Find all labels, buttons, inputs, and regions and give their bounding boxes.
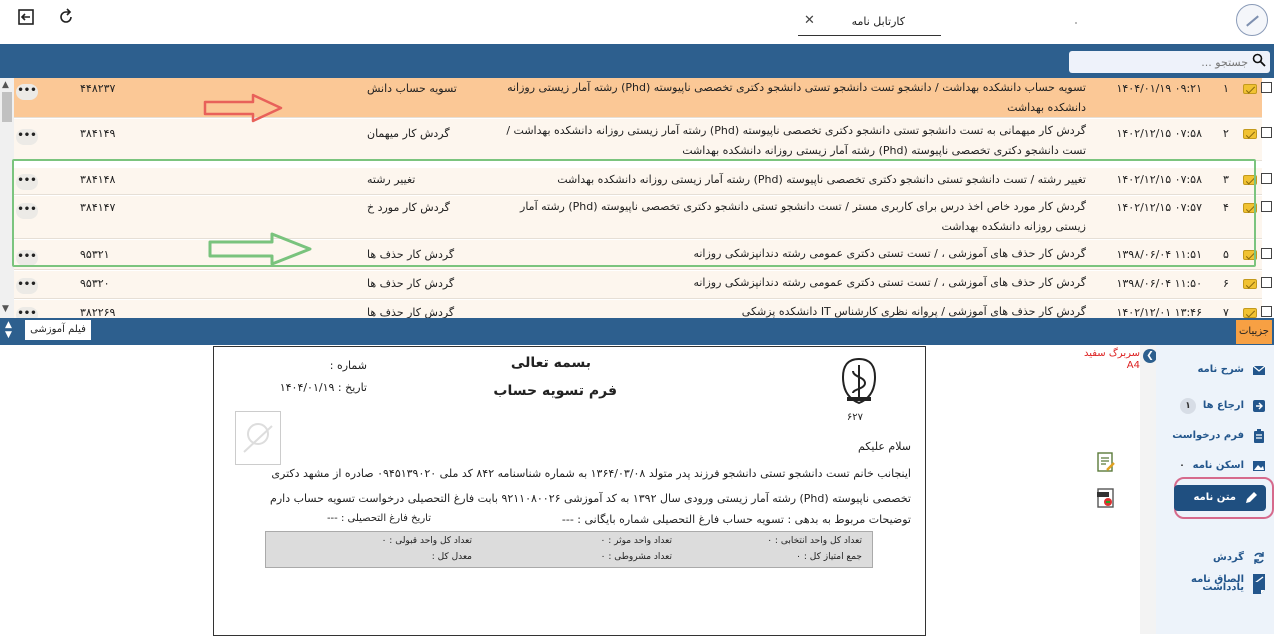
- tab-title: کارتابل نامه: [851, 15, 905, 28]
- row-more-button[interactable]: •••: [16, 84, 38, 100]
- row-subject: گردش کار حذف های آموزشی ، / تست تستی دکتری عمومی رشته دندانپزشکی روزانه: [693, 276, 1086, 289]
- row-type: گردش کار حذف ها: [367, 248, 455, 261]
- row-code: ۴۴۸۲۳۷: [80, 82, 116, 95]
- forward-icon: [1252, 399, 1266, 413]
- row-code: ۹۵۳۲۱: [80, 248, 110, 261]
- row-subject: تغییر رشته / تست دانشجو تستی دانشجو دکتری تخصصی ناپیوسته (Phd) رشته آمار زیستی روزانه دانشکده بهداشت: [557, 173, 1086, 186]
- row-type: گردش کار مورد خ: [367, 201, 450, 214]
- grade-summary-grid: [265, 531, 873, 568]
- paper-size-note: سربرگ سفید A4: [1083, 348, 1140, 371]
- greeting: سلام علیکم: [857, 440, 911, 453]
- row-more-button[interactable]: •••: [16, 129, 38, 145]
- row-number: ۷: [1223, 306, 1229, 318]
- row-number: ۱: [1223, 82, 1229, 95]
- sidebar-item-workflow[interactable]: گردش: [1156, 543, 1274, 573]
- referrals-count-badge: ۱: [1180, 398, 1196, 414]
- row-number: ۵: [1223, 248, 1229, 261]
- row-date: ۱۱:۵۰ ۱۳۹۸/۰۶/۰۴: [1116, 277, 1202, 290]
- tab-letter-cartable[interactable]: [798, 10, 941, 36]
- sidebar-item-request-form[interactable]: فرم درخواست: [1156, 421, 1274, 451]
- row-more-button[interactable]: •••: [16, 250, 38, 266]
- row-type: گردش کار میهمان: [367, 127, 450, 140]
- row-number: ۶: [1223, 277, 1229, 290]
- sidebar-item-letter-description[interactable]: شرح نامه: [1156, 355, 1274, 385]
- table-row[interactable]: [14, 119, 1262, 161]
- emblem-logo: [839, 357, 879, 410]
- sidebar-item-scan-letter[interactable]: اسکن نامه ۰: [1156, 451, 1274, 481]
- letter-document: [213, 346, 926, 636]
- row-type: تسویه حساب دانش: [367, 82, 457, 95]
- row-date: ۰۹:۲۱ ۱۴۰۴/۰۱/۱۹: [1116, 82, 1202, 95]
- envelope-icon: [1243, 129, 1257, 139]
- scroll-up-icon[interactable]: ▲: [2, 80, 9, 90]
- row-code: ۳۸۴۱۴۷: [80, 201, 116, 214]
- scroll-down-icon[interactable]: ▼: [2, 304, 9, 314]
- sidebar-item-letter-text[interactable]: [1174, 485, 1266, 511]
- sidebar-collapse-icon[interactable]: ❮: [1143, 349, 1157, 363]
- grid-effective-units: تعداد واحد موثر : ۰: [600, 536, 672, 546]
- row-checkbox[interactable]: [1261, 173, 1272, 184]
- row-type: گردش کار حذف ها: [367, 306, 455, 318]
- row-code: ۳۸۴۱۴۹: [80, 127, 116, 140]
- tab-close-icon[interactable]: ✕: [804, 13, 815, 28]
- row-date: ۰۷:۵۷ ۱۴۰۲/۱۲/۱۵: [1116, 201, 1202, 214]
- side-scrollbar[interactable]: [1140, 345, 1156, 634]
- sidebar-item-referrals[interactable]: ارجاع ها ۱: [1156, 391, 1274, 421]
- grid-gpa: معدل کل :: [431, 552, 472, 562]
- app-logo: [1236, 4, 1268, 36]
- letter-number-label: شماره :: [329, 359, 367, 372]
- row-more-button[interactable]: •••: [16, 307, 38, 318]
- red-arrow-annotation: [203, 93, 283, 123]
- table-row[interactable]: [14, 300, 1262, 318]
- refresh-icon[interactable]: [56, 8, 76, 28]
- row-subject: گردش کار حذف های آموزشی ، / تست تستی دکتری عمومی رشته دندانپزشکی روزانه: [693, 247, 1086, 260]
- row-more-button[interactable]: •••: [16, 203, 38, 219]
- pencil-icon: [1244, 491, 1258, 508]
- body-line-1: اینجانب خانم تست دانشجو تستی دانشجو فرزند پدر متولد ۱۳۶۴/۰۳/۰۸ به شماره شناسنامه ۸۴۲ کد ملی ۰۹۴۵۱۳۹۰۲۰ صادره از مشهد دکتری: [271, 467, 911, 480]
- body-line-2: تخصصی ناپیوسته (Phd) رشته آمار زیستی ورودی سال ۱۳۹۲ به کد آموزشی ۹۲۱۱۰۸۰۰۲۶ بابت فارغ التحصیلی درخواست تسویه حساب دارم: [270, 492, 911, 505]
- image-icon: [1252, 459, 1266, 473]
- details-button[interactable]: جزییات: [1236, 320, 1272, 344]
- envelope-icon: [1243, 84, 1257, 94]
- row-code: ۹۵۳۲۰: [80, 277, 110, 290]
- sync-icon: [1252, 551, 1266, 565]
- row-date: ۰۷:۵۸ ۱۴۰۲/۱۲/۱۵: [1116, 173, 1202, 186]
- envelope-icon: [1243, 279, 1257, 289]
- logo-number: ۶۲۷: [846, 412, 863, 423]
- row-code: ۳۸۴۱۴۸: [80, 173, 116, 186]
- edit-document-icon[interactable]: [1095, 451, 1117, 473]
- row-subject: گردش کار مورد خاص اخذ درس برای کاربری مستر / تست دانشجو تستی دانشجو دکتری تخصصی ناپیوسته (Phd) رشته آمار زیستی روزانه دانشکده بهداشت: [520, 200, 1086, 233]
- green-arrow-annotation: [208, 232, 312, 266]
- row-code: ۳۸۲۲۶۹: [80, 306, 116, 318]
- basmala: بسمه تعالی: [510, 355, 591, 371]
- sidebar-item-attach-letter[interactable]: الصاق نامه: [1156, 565, 1274, 595]
- row-date: ۱۳:۴۶ ۱۴۰۲/۱۲/۰۱: [1116, 306, 1202, 318]
- row-number: ۲: [1223, 127, 1229, 140]
- row-more-button[interactable]: •••: [16, 174, 38, 190]
- row-type: تغییر رشته: [367, 173, 416, 186]
- grid-passed-units: تعداد کل واحد قبولی : ۰: [381, 536, 472, 546]
- photo-placeholder: [235, 411, 281, 465]
- table-row[interactable]: [14, 271, 1262, 299]
- row-checkbox[interactable]: [1261, 82, 1272, 93]
- search-icon[interactable]: [1252, 53, 1266, 67]
- search-box[interactable]: [1069, 51, 1270, 73]
- separator-dot: [1075, 22, 1077, 24]
- grid-total-score: جمع امتیاز کل : ۰: [796, 552, 862, 562]
- form-title: فرم تسویه حساب: [493, 383, 617, 399]
- search-input[interactable]: [1078, 53, 1248, 71]
- sidebar-item-notes[interactable]: یادداشت: [1156, 573, 1274, 603]
- row-type: گردش کار حذف ها: [367, 277, 455, 290]
- training-video-button[interactable]: فیلم آموزشی: [25, 320, 91, 340]
- row-more-button[interactable]: •••: [16, 278, 38, 294]
- row-checkbox[interactable]: [1261, 306, 1272, 317]
- letter-date-label: تاریخ : ۱۴۰۴/۰۱/۱۹: [279, 381, 367, 394]
- grid-probation-count: تعداد مشروطی : ۰: [600, 552, 672, 562]
- row-number: ۳: [1223, 173, 1229, 186]
- row-date: ۰۷:۵۸ ۱۴۰۲/۱۲/۱۵: [1116, 127, 1202, 140]
- envelope-icon: [1243, 308, 1257, 318]
- green-highlight-box: [12, 159, 1256, 267]
- mail-icon: [1252, 363, 1266, 377]
- top-bar: [0, 0, 1274, 44]
- grid-total-selected: تعداد کل واحد انتخابی : ۰: [767, 536, 862, 546]
- row-checkbox[interactable]: [1261, 127, 1272, 138]
- note-icon: [1252, 581, 1266, 595]
- scan-count-badge: ۰: [1179, 461, 1185, 471]
- clipboard-icon: [1252, 429, 1266, 443]
- scroll-thumb[interactable]: [2, 92, 12, 122]
- row-subject: تسویه حساب دانشکده بهداشت / دانشجو تست دانشجو تستی دانشجو دکتری تخصصی ناپیوسته (Phd) رشته آمار زیستی روزانه دانشکده بهداشت: [507, 81, 1086, 114]
- exit-icon[interactable]: [16, 8, 36, 28]
- graduation-date: تاریخ فارغ التحصیلی : ---: [326, 513, 431, 524]
- row-subject: گردش کار میهمانی به تست دانشجو تستی دانشجو دکتری تخصصی ناپیوسته (Phd) رشته آمار زیستی روزانه دانشکده بهداشت / تست دانشجو دکتری تخصصی ناپیوسته (Phd) رشته آمار زیستی روزانه دانشکده بهداشت: [506, 124, 1086, 157]
- row-checkbox[interactable]: [1261, 201, 1272, 212]
- pdf-file-icon[interactable]: [1095, 487, 1117, 509]
- body-line-3: توضیحات مربوط به بدهی : تسویه حساب فارغ التحصیلی شماره بایگانی : ---: [561, 513, 911, 526]
- table-row[interactable]: [14, 78, 1262, 118]
- row-date: ۱۱:۵۱ ۱۳۹۸/۰۶/۰۴: [1116, 248, 1202, 261]
- row-checkbox[interactable]: [1261, 277, 1272, 288]
- sidebar-item-label: متن نامه: [1193, 492, 1236, 503]
- panel-toolbar: [0, 318, 1274, 345]
- row-checkbox[interactable]: [1261, 248, 1272, 259]
- row-subject: گردش کار حذف های آموزشی / پروانه نظری کارشناس IT دانشکده پزشکی: [741, 305, 1086, 318]
- collapse-toggle-icon[interactable]: ▲ ▼: [5, 320, 12, 340]
- row-number: ۴: [1223, 201, 1229, 214]
